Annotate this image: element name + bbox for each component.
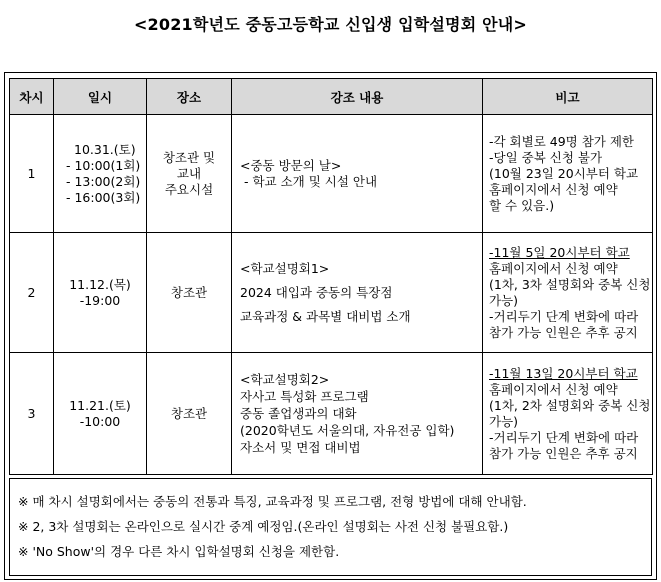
header-session: 차시 [10, 79, 54, 115]
session-remarks: -11월 5일 20시부터 학교 홈페이지에서 신청 예약 (1차, 3차 설명회와 중복 신청 가능) -거리두기 단계 변화에 따라 참가 가능 인원은 추후 공지 [483, 233, 653, 353]
footnote: ※ 'No Show'의 경우 다른 차시 입학설명회 신청을 제한함. [18, 544, 340, 559]
session-place: 창조관 [147, 233, 232, 353]
footnote: ※ 매 차시 설명회에서는 중동의 전통과 특징, 교육과정 및 프로그램, 전형 방법에 대해 안내함. [18, 494, 527, 509]
footnote: ※ 2, 3차 설명회는 온라인으로 실시간 중계 예정임.(온라인 설명회는 사전 신청 불필요함.) [18, 519, 509, 534]
table-row [10, 353, 653, 475]
schedule-table [9, 78, 653, 475]
session-place: 창조관 [147, 353, 232, 475]
session-content: <학교설명회1> 2024 대입과 중동의 특장점 교육과정 & 과목별 대비법 소개 [232, 233, 483, 353]
header-place: 장소 [147, 79, 232, 115]
session-content: <중동 방문의 날> - 학교 소개 및 시설 안내 [232, 115, 483, 233]
session-datetime: 11.12.(목) -19:00 [54, 233, 147, 353]
table-row [10, 233, 653, 353]
table-row [10, 115, 653, 233]
session-number: 1 [10, 115, 54, 233]
header-remarks: 비고 [483, 79, 653, 115]
table-header-row [10, 79, 653, 115]
session-number: 2 [10, 233, 54, 353]
session-content: <학교설명회2> 자사고 특성화 프로그램 중동 졸업생과의 대화 (2020학년도 서울의대, 자유전공 입학) 자소서 및 면접 대비법 [232, 353, 483, 475]
session-remarks: -각 회별로 49명 참가 제한 -당일 중복 신청 불가 (10월 23일 20시부터 학교 홈페이지에서 신청 예약 할 수 있음.) [483, 115, 653, 233]
session-datetime: 10.31.(토) - 10:00(1회) - 13:00(2회) - 16:00(3회) [54, 115, 147, 233]
session-datetime: 11.21.(토) -10:00 [54, 353, 147, 475]
session-place: 창조관 및 교내 주요시설 [147, 115, 232, 233]
session-number: 3 [10, 353, 54, 475]
header-content: 강조 내용 [232, 79, 483, 115]
footnotes-box [9, 478, 652, 576]
header-datetime: 일시 [54, 79, 147, 115]
page-title: <2021학년도 중동고등학교 신입생 입학설명회 안내> [133, 15, 528, 34]
session-remarks: -11월 13일 20시부터 학교 홈페이지에서 신청 예약 (1차, 2차 설명회와 중복 신청 가능) -거리두기 단계 변화에 따라 참가 가능 인원은 추후 공지 [483, 353, 653, 475]
